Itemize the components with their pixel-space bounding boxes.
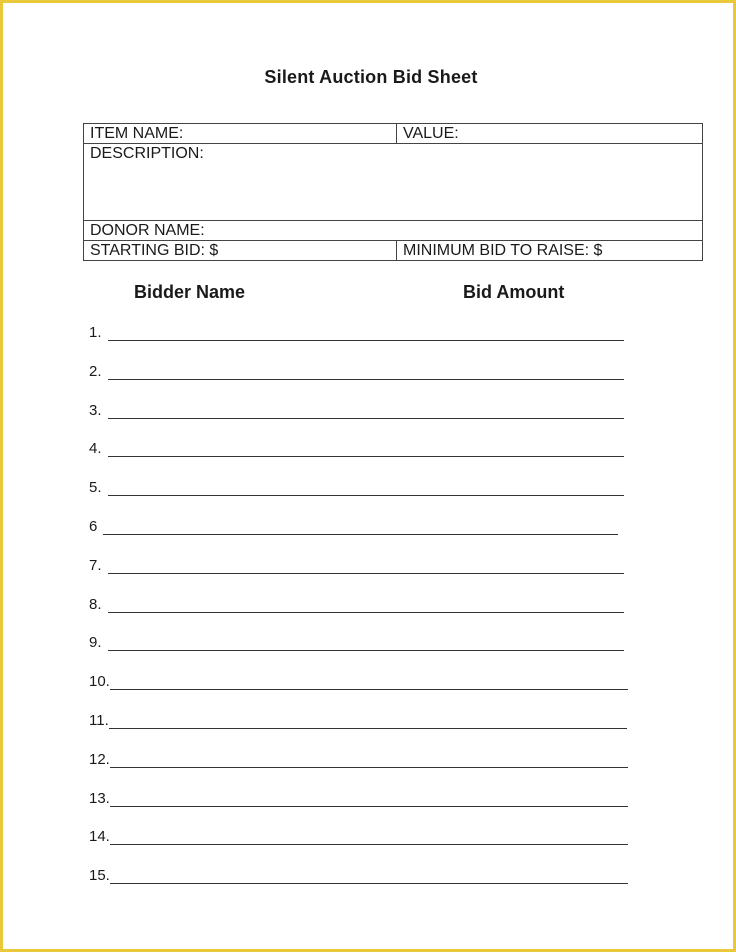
bid-row [89, 711, 627, 731]
bid-row-number: 10. [89, 673, 110, 691]
bid-entry-line[interactable] [110, 678, 628, 690]
donor-name-field[interactable]: DONOR NAME: [84, 221, 703, 241]
bid-row [89, 556, 624, 576]
bid-row-number: 11. [89, 712, 109, 729]
bid-row [89, 323, 624, 343]
bid-row [89, 633, 624, 653]
bid-terms-row [84, 241, 703, 261]
bid-row [89, 789, 628, 809]
bid-row-number: 7. [89, 556, 102, 574]
bid-row-number: 8. [89, 595, 102, 613]
bid-entry-line[interactable] [108, 562, 624, 574]
bid-row [89, 401, 624, 421]
bid-amount-heading: Bid Amount [463, 282, 565, 302]
bid-row-number: 13. [89, 789, 110, 807]
bid-row [89, 827, 628, 847]
bid-row [89, 478, 624, 498]
bid-row [89, 672, 628, 692]
bid-entry-line[interactable] [110, 872, 628, 884]
bid-entry-line[interactable] [108, 639, 624, 651]
bid-entry-line[interactable] [108, 329, 624, 341]
value-field[interactable]: VALUE: [397, 124, 703, 144]
bid-row [89, 439, 624, 459]
bid-row-number: 5. [89, 479, 102, 497]
bid-row-number: 14. [89, 828, 110, 846]
bid-entry-line[interactable] [108, 445, 624, 457]
description-field[interactable]: DESCRIPTION: [84, 144, 703, 221]
bid-row-number: 2. [89, 362, 102, 380]
bid-row [89, 595, 624, 615]
bid-row-number: 6 [89, 518, 98, 535]
bid-row-number: 12. [89, 750, 110, 768]
bid-entry-line[interactable] [110, 833, 628, 845]
bid-entry-line[interactable] [109, 717, 627, 729]
bid-row [89, 866, 628, 886]
bid-entry-line[interactable] [103, 523, 618, 535]
bid-row-number: 3. [89, 401, 102, 419]
page-title: Silent Auction Bid Sheet [264, 67, 478, 87]
bid-entry-line[interactable] [108, 407, 624, 419]
bid-row-number: 1. [89, 324, 102, 341]
bid-entry-line[interactable] [110, 795, 628, 807]
item-name-field[interactable]: ITEM NAME: [84, 124, 397, 144]
bid-row [89, 362, 624, 382]
minimum-bid-field[interactable]: MINIMUM BID TO RAISE: $ [397, 241, 703, 261]
bid-entry-line[interactable] [110, 756, 628, 768]
description-row [84, 144, 703, 221]
starting-bid-field[interactable]: STARTING BID: $ [84, 241, 397, 261]
bid-row-number: 4. [89, 440, 102, 458]
bidder-name-heading: Bidder Name [134, 282, 246, 302]
item-info-table [83, 123, 703, 261]
item-row [84, 124, 703, 144]
bid-row [89, 750, 628, 770]
bid-entry-line[interactable] [108, 484, 624, 496]
bid-entry-line[interactable] [108, 368, 624, 380]
bid-row-number: 9. [89, 634, 102, 652]
bid-row-number: 15. [89, 867, 110, 885]
bid-entry-line[interactable] [108, 601, 624, 613]
bid-row [89, 517, 618, 537]
donor-row [84, 221, 703, 241]
